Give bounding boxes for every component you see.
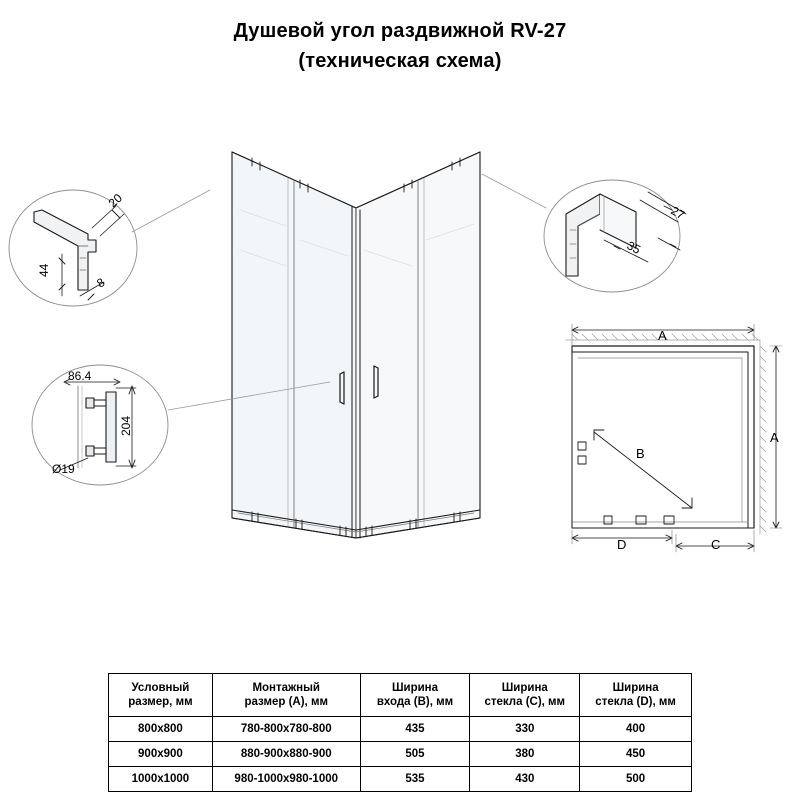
table-cell: 505: [360, 742, 470, 767]
table-cell: 780-800x780-800: [212, 717, 360, 742]
plan-label-c: C: [711, 537, 721, 552]
table-cell: 535: [360, 767, 470, 792]
page-title-line1: Душевой угол раздвижной RV-27: [233, 20, 567, 42]
plan-view-drawing: [566, 324, 782, 552]
page-title-line2: (техническая схема): [298, 50, 502, 72]
table-cell: 500: [580, 767, 692, 792]
table-header-cell: Монтажный размер (A), мм: [212, 674, 360, 717]
plan-label-d: D: [617, 537, 627, 552]
table-header-cell: Условный размер, мм: [109, 674, 213, 717]
plan-label-b: B: [636, 446, 645, 461]
table-header-row: [109, 674, 692, 717]
dim-label-8: 8: [94, 275, 108, 291]
table-header-cell: Ширина стекла (C), мм: [470, 674, 580, 717]
dim-label-20: 20: [105, 190, 125, 211]
table-row: [109, 717, 692, 742]
table-cell: 1000x1000: [109, 767, 213, 792]
plan-label-a-top: A: [658, 328, 667, 343]
table-cell: 980-1000x980-1000: [212, 767, 360, 792]
table-row: [109, 767, 692, 792]
table-cell: 900x900: [109, 742, 213, 767]
table-cell: 435: [360, 717, 470, 742]
plan-label-a-right: A: [770, 430, 779, 445]
table-cell: 400: [580, 717, 692, 742]
dim-label-86-4: 86.4: [68, 369, 92, 383]
table-cell: 450: [580, 742, 692, 767]
dim-label-27: 27: [668, 203, 688, 223]
table-cell: 430: [470, 767, 580, 792]
dim-label-35: 35: [624, 238, 643, 257]
dim-label-44: 44: [37, 263, 51, 277]
table-cell: 800x800: [109, 717, 213, 742]
isometric-enclosure: [232, 152, 480, 538]
table-cell: 330: [470, 717, 580, 742]
table-header-cell: Ширина стекла (D), мм: [580, 674, 692, 717]
specification-table: [108, 673, 692, 792]
dim-label-diameter-19: Ø19: [52, 462, 75, 476]
table-header-cell: Ширина входа (B), мм: [360, 674, 470, 717]
detail-top-left: [9, 190, 210, 306]
table-cell: 880-900x880-900: [212, 742, 360, 767]
table-row: [109, 742, 692, 767]
dim-label-204: 204: [119, 415, 133, 436]
detail-top-right: [482, 174, 686, 292]
table-cell: 380: [470, 742, 580, 767]
